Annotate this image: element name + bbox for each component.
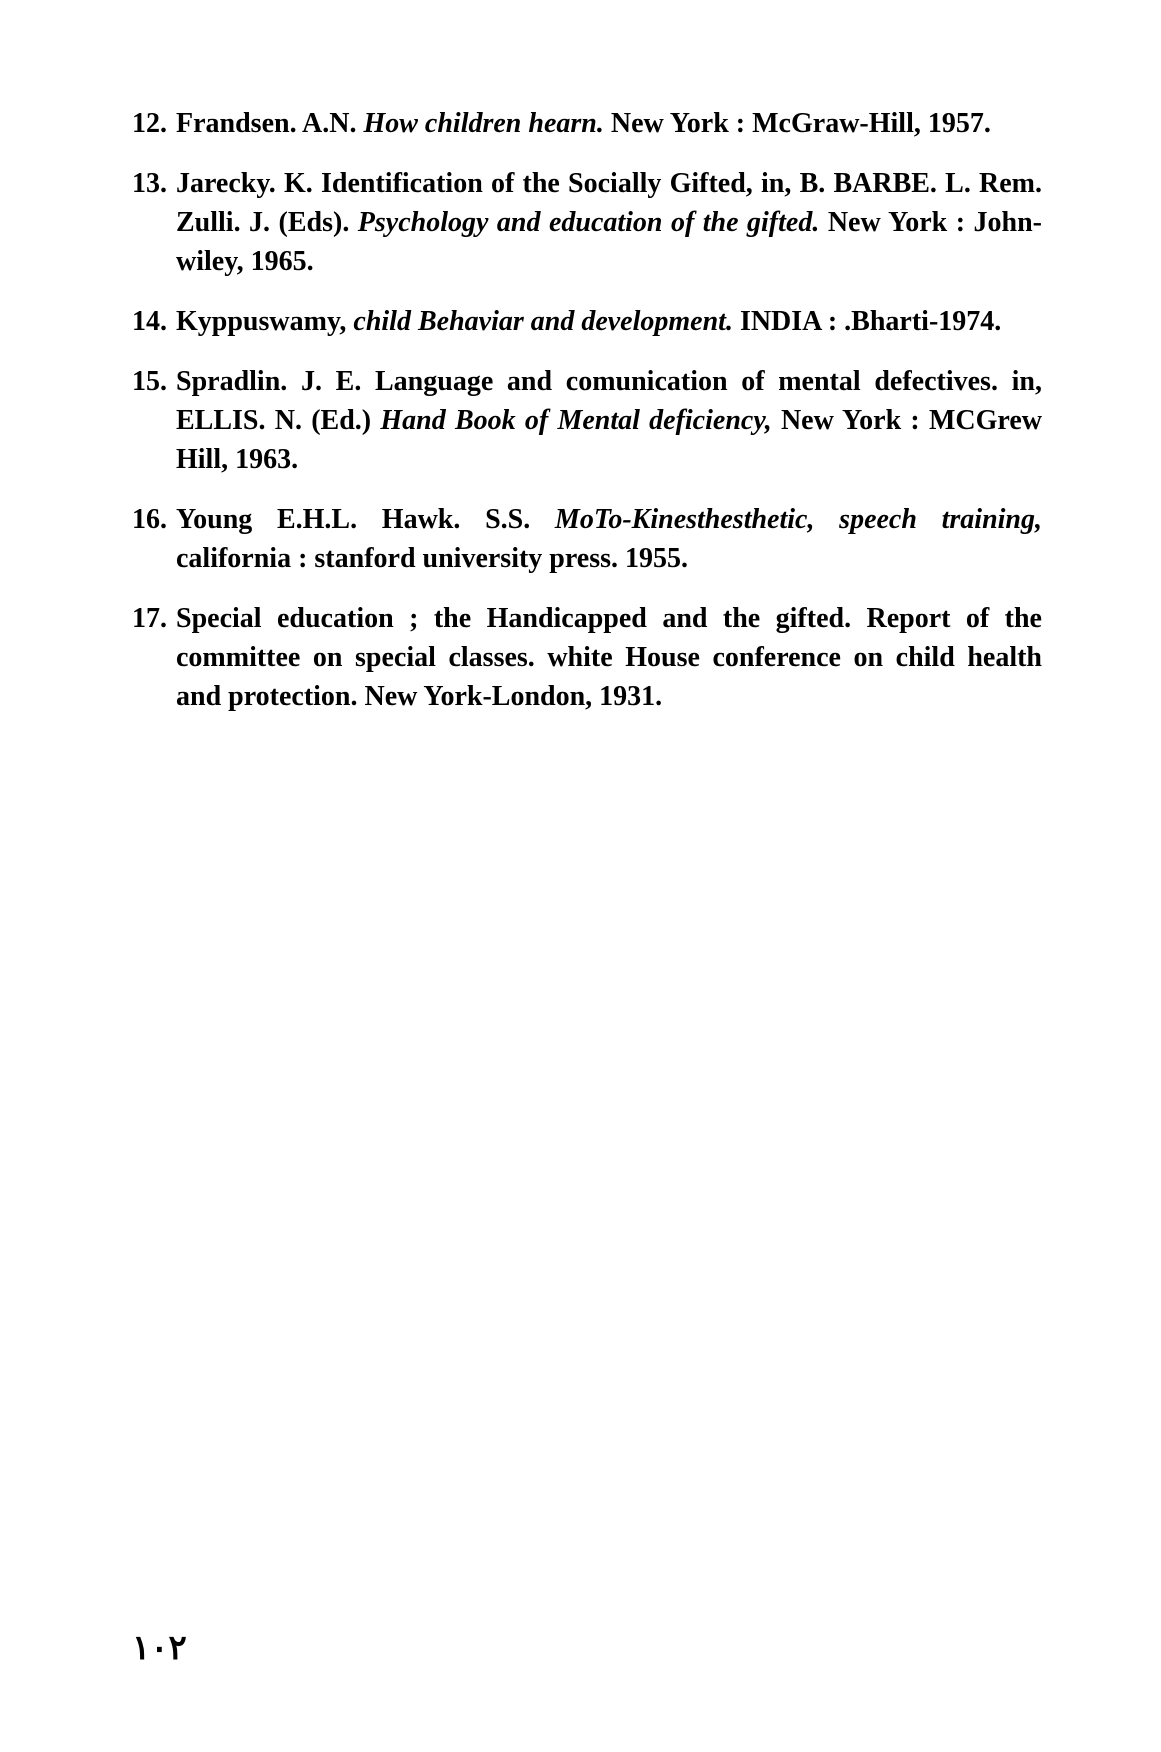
reference-title: How children hearn.: [363, 108, 604, 139]
reference-number: 14.: [132, 306, 167, 337]
reference-number: 13.: [132, 168, 167, 199]
reference-text: Kyppuswamy,: [176, 306, 354, 337]
reference-publisher: New York : John-wiley, 1965.: [176, 207, 1042, 277]
reference-number: 15.: [132, 366, 167, 397]
reference-title: Hand Book of Mental deficiency,: [380, 405, 772, 436]
reference-text: Spradlin. J. E. Language and comunication of mental defectives. in, ELLIS. N. (Ed.): [176, 366, 1042, 436]
reference-number: 16.: [132, 504, 167, 535]
reference-text: Jarecky. K. Identification of the Socially Gifted, in, B. BARBE. L. Rem. Zulli. J. (Eds).: [176, 168, 1042, 238]
reference-publisher: california : stanford university press. 1955.: [176, 543, 689, 574]
reference-number: 12.: [132, 108, 167, 139]
reference-publisher: INDIA : .Bharti-1974.: [732, 306, 1002, 337]
reference-item: [132, 104, 1042, 143]
reference-item: [132, 599, 1042, 716]
reference-number: 17.: [132, 603, 167, 634]
reference-title: MoTo-Kinesthesthetic, speech training,: [554, 504, 1043, 535]
page-number: ١٠٢: [132, 1628, 187, 1668]
reference-publisher: New York : McGraw-Hill, 1957.: [603, 108, 991, 139]
reference-publisher: New York : MCGrew Hill, 1963.: [176, 405, 1042, 475]
reference-text: Young E.H.L. Hawk. S.S.: [176, 504, 555, 535]
reference-text: Frandsen. A.N.: [176, 108, 364, 139]
reference-item: [132, 302, 1042, 341]
reference-text: Special education ; the Handicapped and the gifted. Report of the committee on special classes. white House conference on child health and protection. New York-London, 1931.: [176, 603, 1042, 712]
reference-item: [132, 164, 1042, 281]
reference-item: [132, 500, 1042, 578]
reference-item: [132, 362, 1042, 479]
reference-title: Psychology and education of the gifted.: [357, 207, 820, 238]
reference-list: [132, 104, 1042, 737]
reference-title: child Behaviar and development.: [353, 306, 733, 337]
